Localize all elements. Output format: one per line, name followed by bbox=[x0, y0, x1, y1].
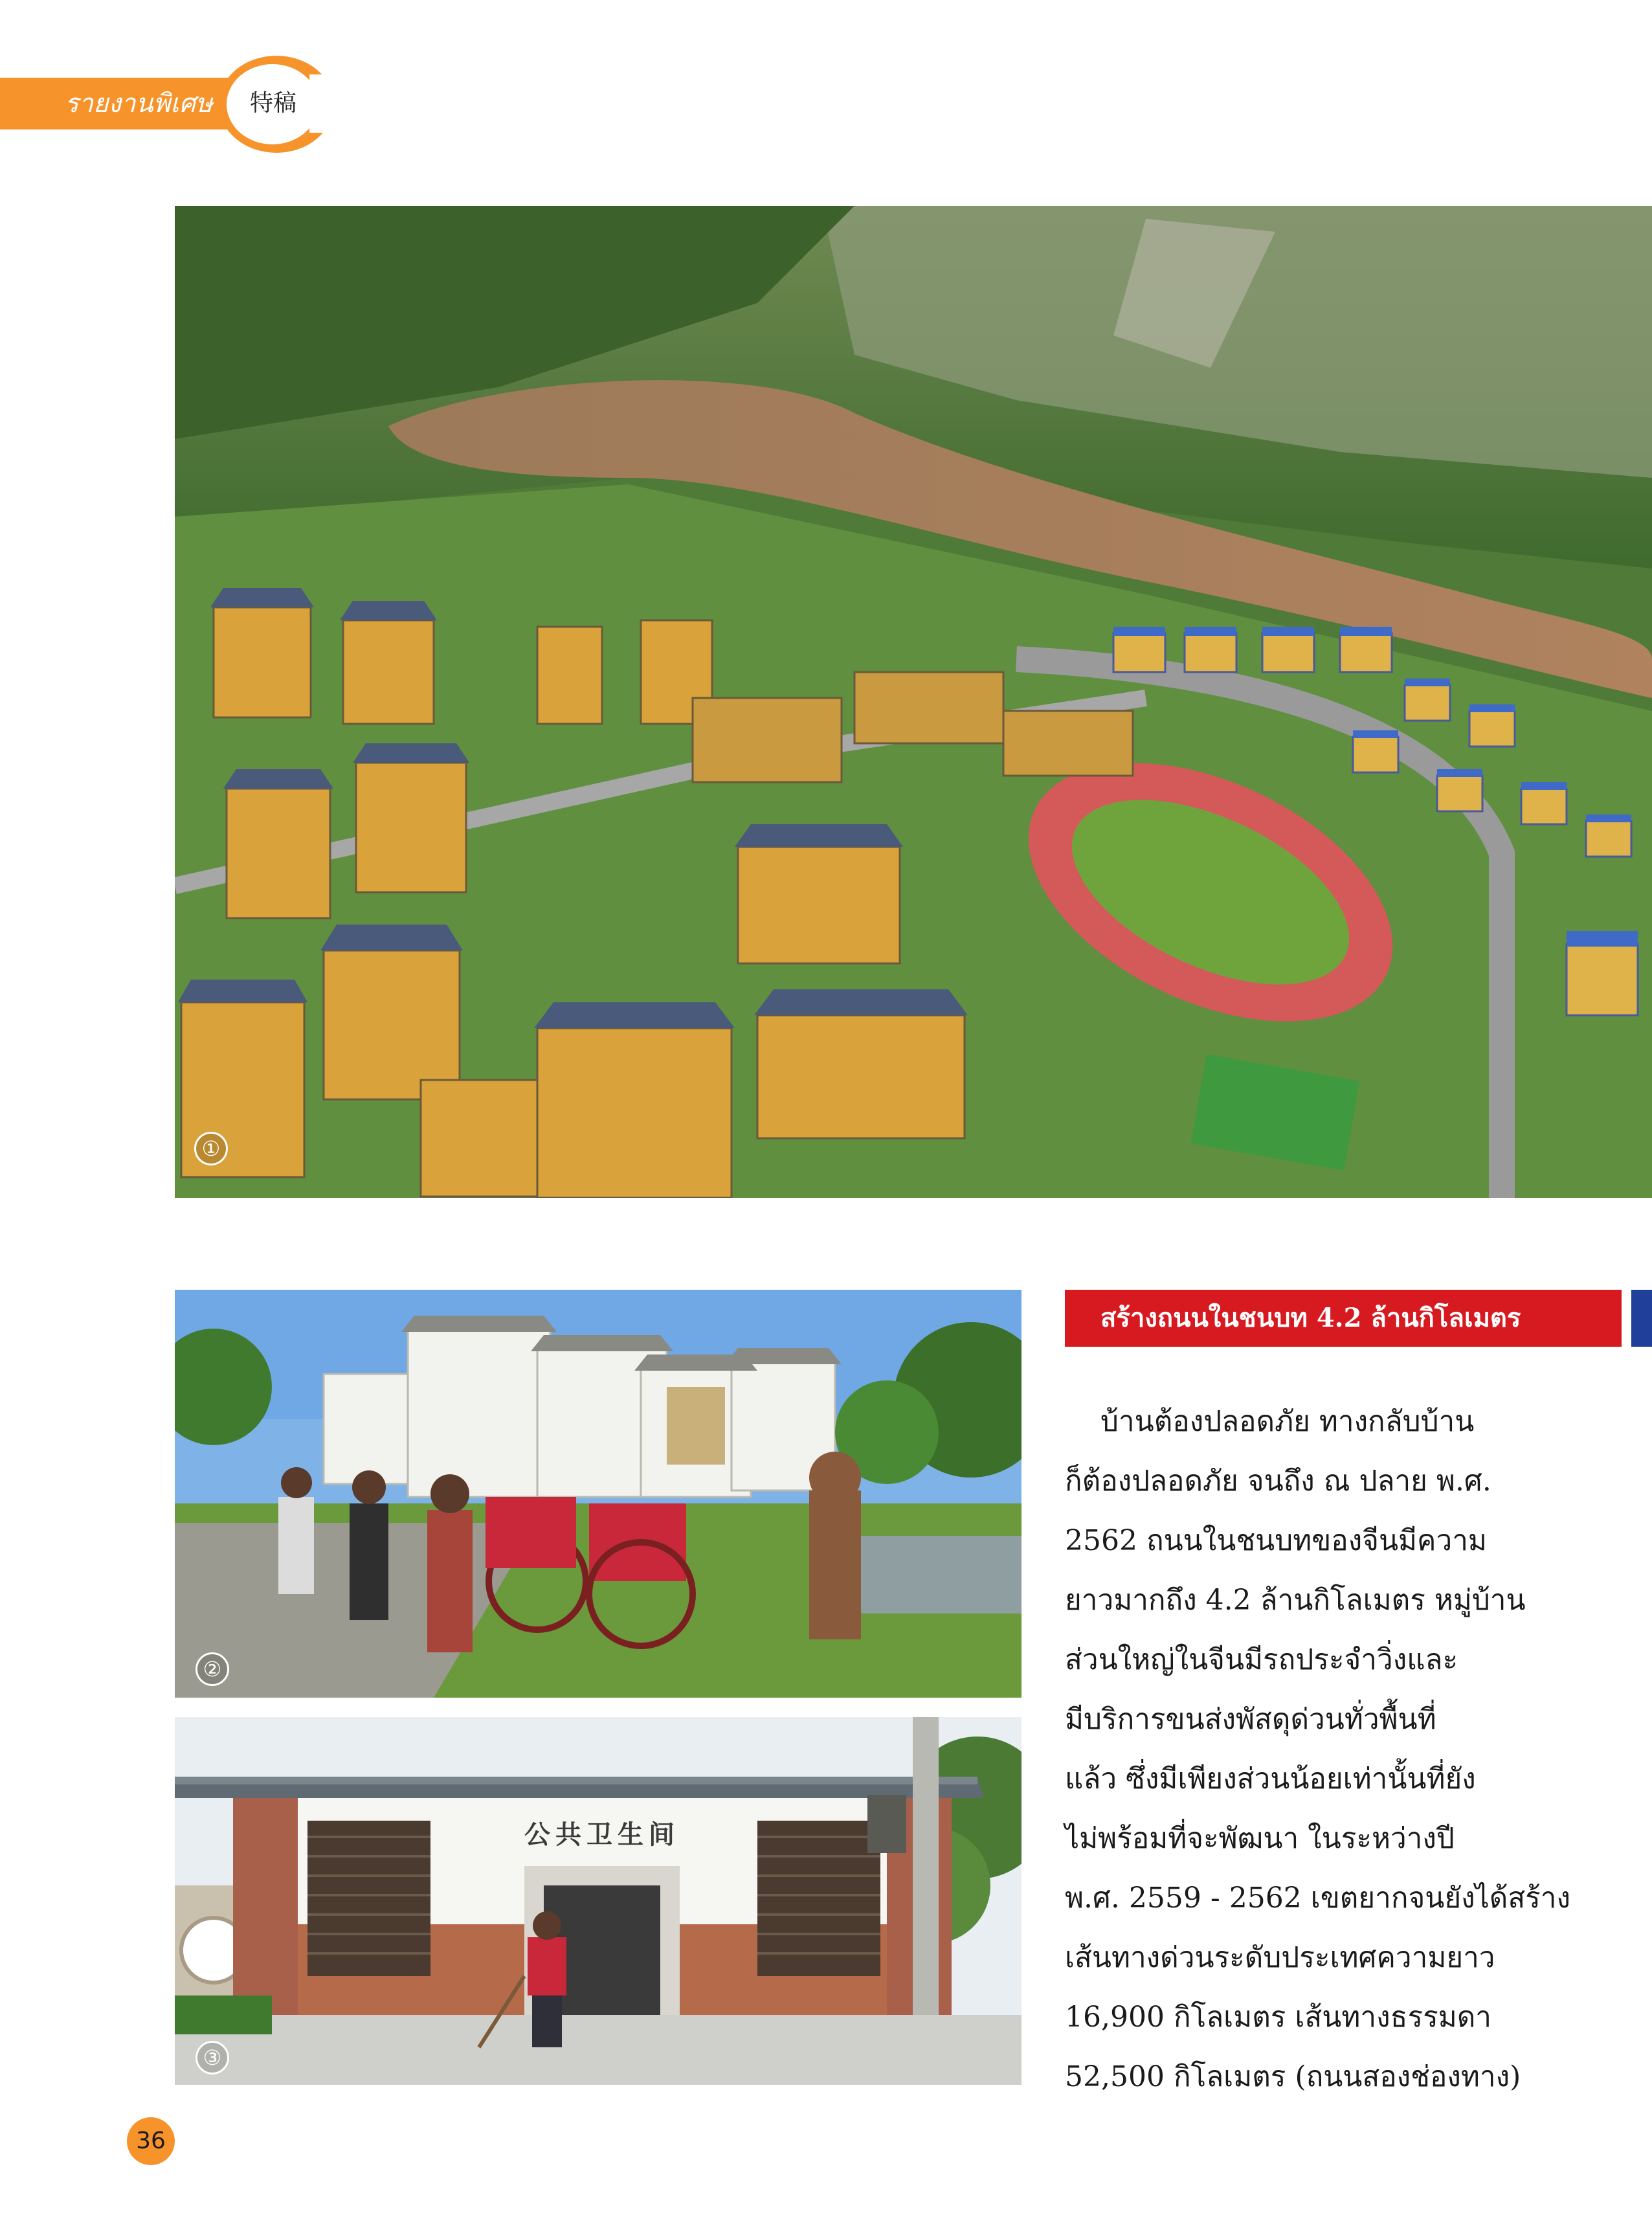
section-label-chinese: 特稿 bbox=[249, 90, 296, 117]
article-line: ไม่พร้อมที่จะพัฒนา ในระหว่างปี bbox=[1065, 1822, 1455, 1855]
section-heading: สร้างถนนในชนบท 4.2 ล้านกิโลเมตร bbox=[1100, 1303, 1521, 1333]
article-line: 2562 ถนนในชนบทของจีนมีความ bbox=[1065, 1524, 1487, 1557]
photo-number-1: ① bbox=[194, 1132, 228, 1165]
photo-public-toilet bbox=[175, 1717, 1021, 2085]
article-line: ก็ต้องปลอดภัย จนถึง ณ ปลาย พ.ศ. bbox=[1065, 1465, 1491, 1498]
section-label-thai: รายงานพิเศษ bbox=[65, 89, 213, 118]
photo-aerial-village bbox=[175, 206, 1652, 1198]
article-line: แล้ว ซึ่งมีเพียงส่วนน้อยเท่านั้นที่ยัง bbox=[1065, 1762, 1476, 1795]
article-line: มีบริการขนส่งพัสดุด่วนทั่วพื้นที่ bbox=[1065, 1703, 1436, 1736]
toilet-sign: 公共卫生间 bbox=[524, 1820, 680, 1850]
article-line: 52,500 กิโลเมตร (ถนนสองช่องทาง) bbox=[1065, 2060, 1521, 2093]
photo-village-rickshaw bbox=[175, 1290, 1021, 1698]
article-body bbox=[1065, 1392, 1570, 2107]
article-line: ยาวมากถึง 4.2 ล้านกิโลเมตร หมู่บ้าน bbox=[1065, 1584, 1526, 1617]
article-line: เส้นทางด่วนระดับประเทศความยาว bbox=[1065, 1941, 1495, 1974]
header-ring-gap bbox=[309, 74, 342, 133]
article-line: พ.ศ. 2559 - 2562 เขตยากจนยังได้สร้าง bbox=[1065, 1882, 1570, 1915]
section-heading-accent bbox=[1631, 1290, 1652, 1347]
article-line: 16,900 กิโลเมตร เส้นทางธรรมดา bbox=[1065, 2001, 1491, 2034]
photo-number-2: ② bbox=[195, 1652, 229, 1686]
photo-number-3: ③ bbox=[195, 2041, 229, 2074]
article-line: ส่วนใหญ่ในจีนมีรถประจำวิ่งและ bbox=[1065, 1643, 1458, 1676]
page-number: 36 bbox=[127, 2117, 175, 2165]
article-line: บ้านต้องปลอดภัย ทางกลับบ้าน bbox=[1100, 1405, 1475, 1438]
